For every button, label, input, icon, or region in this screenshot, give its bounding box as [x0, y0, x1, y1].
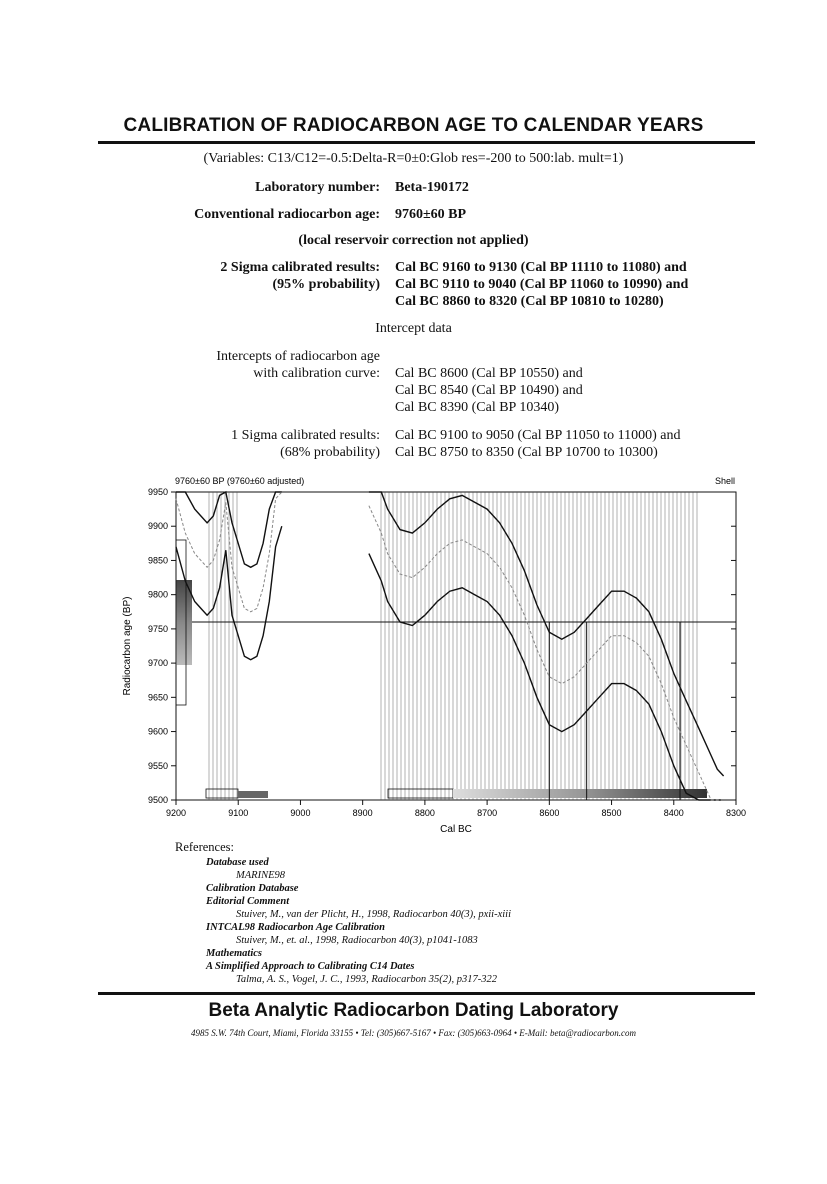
- y-tick-label: 9850: [147, 555, 168, 566]
- lab-number-value: Beta-190172: [395, 180, 469, 195]
- reference-entry: Stuiver, M., van der Plicht, H., 1998, Radiocarbon 40(3), pxii-xiii: [236, 909, 511, 920]
- x-tick-label: 9200: [165, 808, 187, 818]
- x-tick-label: 8900: [352, 808, 373, 818]
- reference-heading: Mathematics: [206, 948, 263, 959]
- reference-entry: Talma, A. S., Vogel, J. C., 1993, Radiocarbon 35(2), p317-322: [236, 974, 498, 985]
- lab-number-label: Laboratory number:: [255, 180, 380, 195]
- two-sigma-line: Cal BC 8860 to 8320 (Cal BP 10810 to 10280): [395, 294, 664, 309]
- two-sigma-label: 2 Sigma calibrated results:: [220, 260, 380, 275]
- one-sigma-label: 1 Sigma calibrated results:: [231, 428, 380, 443]
- y-tick-label: 9900: [147, 521, 168, 532]
- y-tick-label: 9550: [147, 760, 168, 771]
- reservoir-note: (local reservoir correction not applied): [298, 233, 529, 248]
- sigma-band: [378, 492, 700, 800]
- conventional-age-label: Conventional radiocarbon age:: [194, 207, 380, 222]
- intercept-line: Cal BC 8540 (Cal BP 10490) and: [395, 383, 583, 398]
- footer-address: 4985 S.W. 74th Court, Miami, Florida 33155 • Tel: (305)667-5167 • Fax: (305)663-0964 • E-Mail: beta@radiocarbon.com: [190, 1028, 637, 1038]
- intercepts-label: Intercepts of radiocarbon age: [216, 349, 380, 364]
- chart-title: 9760±60 BP (9760±60 adjusted): [175, 476, 305, 486]
- conventional-age-value: 9760±60 BP: [395, 207, 467, 222]
- x-axis-label: Cal BC: [440, 824, 472, 835]
- x-tick-label: 9100: [228, 808, 249, 818]
- y-tick-label: 9950: [147, 487, 168, 497]
- page-title: CALIBRATION OF RADIOCARBON AGE TO CALENDAR YEARS: [123, 115, 704, 136]
- y-tick-label: 9750: [147, 623, 168, 634]
- reference-heading: INTCAL98 Radiocarbon Age Calibration: [206, 922, 386, 933]
- one-sigma-line: Cal BC 8750 to 8350 (Cal BP 10700 to 10300): [395, 445, 658, 460]
- x-tick-label: 8800: [414, 808, 435, 818]
- one-sigma-line: Cal BC 9100 to 9050 (Cal BP 11050 to 11000) and: [395, 428, 681, 443]
- age-probability-bar: [176, 580, 192, 665]
- two-sigma-line: Cal BC 9160 to 9130 (Cal BP 11110 to 11080) and: [395, 260, 687, 275]
- reference-entry: Stuiver, M., et. al., 1998, Radiocarbon 40(3), p1041-1083: [236, 935, 478, 946]
- x-tick-label: 8600: [539, 808, 560, 818]
- intercept-line: Cal BC 8390 (Cal BP 10340): [395, 400, 559, 415]
- two-sigma-probability: (95% probability): [272, 277, 380, 292]
- y-tick-label: 9800: [147, 589, 168, 600]
- reference-heading: Editorial Comment: [206, 896, 290, 907]
- title-rule: [98, 141, 755, 144]
- two-sigma-line: Cal BC 9110 to 9040 (Cal BP 11060 to 10990) and: [395, 277, 689, 292]
- y-axis-label: Radiocarbon age (BP): [122, 596, 133, 696]
- x-axis-ticks: [166, 800, 746, 818]
- footer-lab-name: Beta Analytic Radiocarbon Dating Laboratory: [208, 1000, 619, 1021]
- x-tick-label: 8500: [601, 808, 622, 818]
- y-tick-label: 9650: [147, 692, 168, 703]
- calibration-chart: [0, 470, 827, 840]
- y-tick-label: 9600: [147, 726, 168, 737]
- reference-heading: Database used: [206, 857, 269, 868]
- x-tick-label: 8300: [725, 808, 747, 818]
- y-tick-label: 9500: [147, 795, 168, 805]
- intercept-heading: Intercept data: [375, 321, 452, 336]
- intercepts-label-2: with calibration curve:: [253, 366, 380, 381]
- calendar-range-bar: [453, 789, 707, 798]
- chart-corner-label: Shell: [714, 476, 735, 486]
- variables-line: (Variables: C13/C12=-0.5:Delta-R=0±0:Glob res=-200 to 500:lab. mult=1): [203, 151, 624, 166]
- reference-entry: MARINE98: [236, 870, 285, 881]
- x-tick-label: 9000: [290, 808, 311, 818]
- intercept-line: Cal BC 8600 (Cal BP 10550) and: [395, 366, 583, 381]
- y-tick-label: 9700: [147, 658, 168, 669]
- sigma-band: [206, 492, 238, 800]
- reference-heading: A Simplified Approach to Calibrating C14 Dates: [206, 961, 415, 972]
- x-tick-label: 8700: [477, 808, 498, 818]
- x-tick-label: 8400: [663, 808, 684, 818]
- one-sigma-probability: (68% probability): [280, 445, 380, 460]
- references-heading: References:: [175, 840, 234, 854]
- reference-heading: Calibration Database: [206, 883, 299, 894]
- footer-rule: [98, 992, 755, 995]
- calendar-range-bar: [238, 791, 268, 798]
